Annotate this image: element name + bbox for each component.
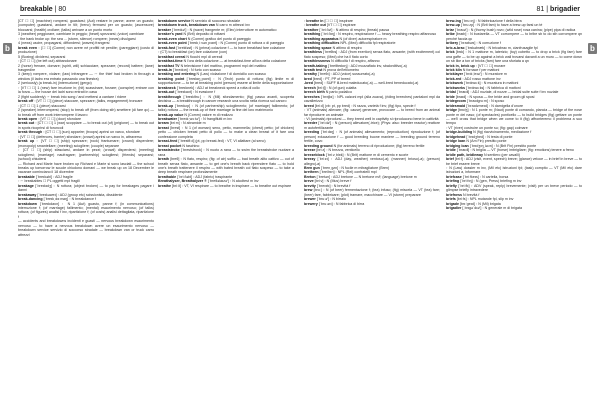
entry-definition: [ˈbriːdəʳ] ◦ N (person) allevatore(-trice); (Phys: also: breeder reactor) reattore m autofertilizzante <box>304 121 440 130</box>
entry-headword: breech birth <box>304 90 325 95</box>
entry-headword: bridge <box>446 108 457 113</box>
entry-headword: break-dancing <box>18 197 43 202</box>
dictionary-entry <box>18 19 154 32</box>
entry-definition: [ˈbriːðəbl] ◦ ADJ (fabric) traspirante <box>177 174 233 179</box>
entry-headword: bridle path, bridleway <box>446 152 483 157</box>
entry-headword: breathable <box>158 174 177 179</box>
entry-definition: N (Am Fin) prestito ponte <box>466 139 507 144</box>
entry-definition: N brevità f <box>462 192 480 197</box>
dictionary-entry <box>446 32 582 41</box>
entry-definition: N televisione f del mattino, programmi mpl del mattino <box>180 63 267 68</box>
dictionary-entry <box>18 86 154 95</box>
dictionary-entry <box>304 95 440 104</box>
entry-definition: [ˈbruːərɪ] ◦ N fabbrica di birra <box>318 201 365 206</box>
entry-definition: [ˈbrekfəst] ◦ N (prima) colazione f — to have breakfast fare colazione <box>176 45 286 50</box>
entry-definition: 3 (weather) peggiorare, cambiare in peggio; (heart) spezzarsi; (voice) cambiare <box>18 32 145 37</box>
entry-headword: break-fast <box>158 45 176 50</box>
entry-definition: [ˈbreɪknek] ◦ ADJ at breakneck speed a rotta di collo <box>176 85 260 90</box>
entry-definition: N (Brit) deposito di rottami <box>183 32 226 37</box>
entry-definition: N sentiero (per cavalli) <box>483 152 520 157</box>
running-head-right <box>537 5 580 14</box>
entry-definition: [ˈbrɪkwɜːk] ◦ N muratura in mattoni <box>463 81 519 86</box>
entry-definition: [bruː] ◦ N (of beer) fermentazione f; (tea) infuso; (fig) miscela — VT (tea) fare; (beer) fare, fabbricare; (plot) tramare, macchinare — VI (storm) preparare <box>304 188 440 197</box>
dictionary-entry <box>18 139 154 148</box>
entry-definition: ◦ ADJ rosso mattone inv <box>462 76 501 81</box>
entry-definition: [briːtʃ] ◦ N (of gun) culatta <box>316 85 357 90</box>
entry-headword: breaker <box>158 27 171 32</box>
entry-definition: [briːð] ◦ VT, VI respirare — to breathe in inspirare — to breathe out espirare <box>171 183 292 188</box>
entry-definition: [ˈbreθlɪs] ◦ ADJ (from exertion) senza fiato, ansante; (with excitement) col fiato sospeso; (Med) che ha il fiato corto <box>304 50 440 59</box>
dictionary-entry <box>18 64 154 73</box>
entry-definition: [ˈbriːzɪ] ◦ ADJ (day, weather) ventoso(-a); (manner) brioso(-a); (person) allegro(-a) <box>304 157 440 166</box>
entry-definition: [bred] ◦ SUFF ill-bred maleducato(-a) — well-bred beneducato(-a) <box>313 81 419 86</box>
dictionary-entry <box>18 121 154 130</box>
entry-definition: ◦ [VT ☐ ☐] (door) sfondare <box>38 116 81 121</box>
entry-headword: briefs <box>446 197 456 202</box>
dictionary-entry <box>446 108 582 126</box>
entry-definition: [ˈbruːəʳ] ◦ N birraio <box>316 197 346 202</box>
entry-definition: [ˈbreɪkəweɪ] ◦ ADJ (group etc) scissionista, dissidente <box>37 192 123 197</box>
dictionary-entry <box>18 162 154 175</box>
entry-definition: 5 (Boxing) dividersi, separarsi <box>18 54 66 59</box>
entry-definition: N fornace f per mattoni <box>462 67 500 72</box>
entry-headword: briefly <box>446 183 457 188</box>
entry-definition: [bred] ◦ PT, PP of breed <box>312 76 351 81</box>
entry-definition: 2 (seriously) (a break-in) (interruzione) (gergo) <box>18 81 92 86</box>
entry-definition: [ˈbreɪkɪŋˌpɔɪnt] ◦ N (Tech) punto di rottura; (fig) limite m di sopportazione — to be at breaking point (person) essere al limite della sopportazione <box>158 76 294 86</box>
entry-headword: bribery <box>446 41 459 46</box>
entry-headword: brick in, brick up <box>446 63 475 68</box>
dictionary-entry <box>158 148 294 157</box>
entry-definition: [ˈbrɪkˌleɪəʳ] ◦ N muratore m <box>463 72 507 77</box>
dictionary-entry <box>304 157 440 166</box>
dictionary-entry <box>446 166 582 175</box>
entry-definition: ◦ [CT ☐ ☐] 1 (war) scoppiare — to break out (of) (prigione) — to break out in spots ricoprirsi di foruncoli <box>18 121 154 130</box>
entry-headword: brickworks <box>446 85 465 90</box>
entry-headword: breathlessness <box>304 59 331 64</box>
entry-headword: breeding ground <box>304 143 333 148</box>
entry-headword: breast <box>158 125 169 130</box>
entry-definition: [ˈbreɪkaʊt] ◦ N evasione f <box>175 90 216 95</box>
entry-definition: N (for animals) terreno di riproduzione; (fig) terreno fertile <box>333 143 425 148</box>
entry-definition: [ˈbriːfɪŋ] ◦ N (gen, Press) briefing m inv <box>460 179 522 184</box>
entry-headword: breezy <box>304 157 316 162</box>
letter-thumb-tab-left: b <box>3 43 12 54</box>
entry-headword: breaking and entering <box>158 72 196 77</box>
entry-definition: ◦ ☞ breakables ☐ PL oggetti mpl fragili <box>18 179 80 184</box>
dictionary-entry <box>18 46 154 55</box>
entry-definition: ◦ [CT ☐ ☐] (sun) apparire; (troops) aprirsi un varco, sfondare <box>43 130 140 135</box>
entry-definition: [ˈbrɪdʒhed] ◦ N testa di ponte <box>466 134 513 139</box>
entry-definition: [ˈbreɪkɪn] ◦ N furto con scasso <box>172 67 221 72</box>
running-head-left <box>20 5 66 14</box>
entry-definition: ◦ [CT ☐ ☐] 1 (piece) staccarsi <box>18 103 66 108</box>
entry-definition: [ˈbriːðəʳ] ◦ N attimo di respiro; (break) pausa <box>319 27 390 32</box>
entry-definition: [ˈbreɪkˌiːvənˌpɔɪnt] ◦ N (Comm) punto di rottura o di pareggio <box>187 41 285 46</box>
entry-headword: break through <box>18 130 43 135</box>
entry-headword: break-even chart <box>158 36 187 41</box>
entry-headword: briefness <box>446 192 462 197</box>
entry-headword: break-even point <box>158 41 187 46</box>
dictionary-entry <box>158 77 294 86</box>
entry-headword: breakneck <box>158 85 176 90</box>
entry-headword: breaker's yard <box>158 32 183 37</box>
entry-definition: 4 (news) uscire, propagarsi, diffondersi; (waves) frangersi <box>18 41 110 46</box>
entry-headword: bricklayer <box>446 72 463 77</box>
entry-headword: breakable <box>18 174 35 179</box>
entry-headword: briar <box>446 27 454 32</box>
entry-headword: breathing apparatus <box>304 36 339 41</box>
entry-headword: breathing difficulties <box>304 41 340 46</box>
entry-headword: brew <box>304 188 313 193</box>
entry-headword: Breathalyser, Breathalyzer <box>158 179 204 184</box>
entry-headword: breakdown <box>18 201 37 206</box>
entry-definition: N (Comm) grafico del punto di pareggio <box>187 36 251 41</box>
entry-headword: brick kiln <box>446 67 462 72</box>
dictionary-entry <box>18 202 154 220</box>
entry-definition: [brest] ◦ N 1 (of woman) seno, petto, mammella; (chest) petto; (of chicken) petto — chicken breast petto di pollo — to make a clean breast of it fare una confessione completa <box>158 125 294 139</box>
dictionary-entry <box>18 219 154 237</box>
entry-headword: bridge-building <box>446 130 473 135</box>
entry-definition: N (fig) riavvicinamento, mediazione f <box>473 130 532 135</box>
dictionary-entry <box>446 157 582 166</box>
entry-definition: N (of diver) autorespiratore m <box>339 36 387 41</box>
entry-headword: breakdown service <box>158 19 191 23</box>
entry-definition: [ˈbreststroʊk] ◦ N nuoto a rana — to swim the breaststroke nuotare a rana <box>158 148 294 157</box>
dictionary-entry <box>18 72 154 81</box>
entry-definition: [CT ☐ ☐] (machine) rompersi, guastarsi; (Aut) restare in panne; avere un guasto; (computer) guastarsi, andare in tilt; (treno) fermarsi per un guasto; (ascensore) bloccarsi; (health) crollare; (talks) arrivare a un punto morto <box>18 19 154 32</box>
entry-headword: brick <box>446 50 455 55</box>
entry-definition: ◦ [☐ ☐] (Comm) non avere né profitti né perdite; (pareggiare) (costo di produzione) <box>18 45 154 55</box>
entry-headword: breakaway <box>18 192 37 197</box>
entry-definition: ◦ the bank broke up: the sea ... (storm, silence) rompere; (news) divulgarsi <box>18 36 136 41</box>
dictionary-column-2 <box>158 19 294 405</box>
dictionary-entry <box>304 121 440 130</box>
entry-definition: [ˈbreɪkɪdʒ] ◦ N rottura; (object broken) — to pay for breakages pagare i danni <box>18 183 154 193</box>
entry-definition: [briːv] ◦ N (Mus) breve f <box>314 179 352 184</box>
entry-definition: ◦ [CT ☐ ☐] (ship) sfasciarsi, andare in pezzi; (crowd) disperdersi; (meeting) sciogliersi; (marriage) naufragare; (partnership) sciogliersi; (friends) separarsi; (school) chiudersi <box>18 148 154 162</box>
entry-headword: break-out <box>158 90 175 95</box>
entry-definition: — Richard and Marie have broken up Richard e Marie si sono lasciati — the school breaks up tomorrow le scuole chiudono domani — we break up on 18 December le vacanze cominciano il 18 dicembre <box>18 161 154 175</box>
entry-definition: [ˈbrenˌgʌn] ◦ N fucile m mitragliatore (Bren) <box>320 165 390 170</box>
entry-headword: briefcase <box>446 174 462 179</box>
entry-definition: ◦ VT (river) costruire un ponte su; (fig: gap) colmare <box>446 125 528 130</box>
entry-headword: breathless <box>304 50 322 55</box>
dictionary-entry <box>446 50 582 63</box>
dictionary-entry <box>304 188 440 197</box>
entry-definition: N attimo di respiro <box>332 45 362 50</box>
letter-thumb-tab-right: b <box>588 43 597 54</box>
entry-headword: brethren <box>304 170 319 175</box>
entry-headword: bribe <box>446 32 455 37</box>
dictionary-entry <box>158 104 294 113</box>
entry-definition: [ˈbriːdɪŋ] ◦ N (of animals) allevamento; (reproduction) riproduzione f; (of person) educazione f — good breeding buone maniere — breeding ground terreno fertile, covo <box>304 130 440 144</box>
entry-definition: [braɪb] ◦ N bustarella — VT corrompere — to bribe sb to do sth corrompere qn perché faccia qc <box>446 32 582 41</box>
entry-definition: 2 (fight suddenly) ☞ break into song / and mettersi a cantare / ridere <box>18 94 127 99</box>
dictionary-column-1 <box>18 19 154 405</box>
entry-headword: breakdown truck, breakdown van <box>158 23 215 28</box>
right-guide-word: brigadier <box>550 6 580 13</box>
entry-definition: [briːfs] ◦ NPL mutande fpl, slip m inv <box>456 197 514 202</box>
entry-headword: brief <box>446 157 454 162</box>
entry-definition: [ˈbreθɪ] ◦ ADJ (voice) sussurrato(-a) <box>317 72 375 77</box>
entry-headword: break-up <box>158 103 174 108</box>
entry-definition: N prova dell'etilometro <box>323 67 360 72</box>
header-rule <box>20 15 580 16</box>
entry-definition: [ˈbriːðɪŋ] ◦ N respiro, respirazione f — heavy breathing respiro affannoso <box>321 32 437 37</box>
entry-definition: [ˈbruːɪŋ] ◦ N fabbricazione f della birra <box>461 19 522 23</box>
entry-definition: [ˈbrɪtʃɪz] ◦ NPL calzoni mpl (alla zuava), (riding breeches) pantaloni mpl da cavallerizzo <box>304 94 440 104</box>
entry-definition: [☐ ☐ ☐] inspirare <box>324 19 353 23</box>
left-page-number: 80 <box>58 6 67 13</box>
entry-headword: bric-a-brac <box>446 45 465 50</box>
entry-definition: N (Law) violazione f di domicilio con scasso <box>196 72 266 77</box>
entry-definition: [ˈbreðrɪn] ◦ NPL (Rel) confratelli mpl <box>319 170 377 175</box>
entry-headword: break-in <box>158 67 172 72</box>
entry-definition: [brɪˈgeɪd] ◦ N (Mil) brigata <box>459 201 501 206</box>
entry-headword: breeding <box>304 130 320 135</box>
entry-headword: -bred <box>304 81 313 86</box>
entry-headword: breath-taking <box>304 63 327 68</box>
entry-headword: bridegroom <box>446 99 466 104</box>
entry-definition: ◦ [CT ☐ ☐] (be left out) abbandonare <box>18 59 77 64</box>
entry-definition: 2 (horse) frenare, domare; (spirit, will) schiacciare, spezzare; (record) battere; (lane) trasgredire <box>18 63 154 72</box>
left-separator: | <box>52 6 59 13</box>
entry-definition: N parto podalico <box>325 90 352 95</box>
entry-headword: breech <box>304 85 316 90</box>
entry-headword: breeder <box>304 121 318 126</box>
entry-definition: [brɪdʒ] ◦ N 1 ponte m; (Naut) ponte di comando, plancia — bridge of the nose ponte m del naso; (of spectacles) ponticello — to build bridges (fig) gettare un ponte — we'll cross that bridge when we come to it (fig) affronteremo il problema a suo tempo <box>446 108 582 126</box>
dictionary-entry <box>158 157 294 175</box>
dictionary-entry <box>446 206 582 210</box>
entry-headword: breaking point <box>158 76 185 81</box>
entry-headword: ◦ breathe in <box>304 19 324 23</box>
entry-definition: [ˈbriːflɪ] ◦ ADV (speak, reply) brevemente; (visit) per un breve periodo — to glimpse briefly intravedere <box>446 183 582 193</box>
entry-definition: [ˈbretən] ◦ ADJ bretone — N bretone m/f; (language) bretone m <box>316 174 417 179</box>
entry-definition: [ˈbreɪkˌdɑːnsɪŋ] ◦ N breakdance f <box>43 197 96 202</box>
entry-definition: [ˈbriːfkeɪs] ◦ N cartella, borsa <box>462 174 509 179</box>
entry-headword: brigade <box>446 201 459 206</box>
entry-definition: [ˈbrɪdʒɪŋˌləʊn] ◦ N (Brit Fin) prestito ponte <box>469 143 537 148</box>
left-guide-word: breakable <box>20 6 53 13</box>
right-page-number: 81 <box>536 6 545 13</box>
entry-headword: bridging loan <box>446 143 469 148</box>
entry-headword: Bren gun <box>304 165 320 170</box>
entry-definition: [ˈbreɪkəbl] ◦ ADJ fragile <box>35 174 73 179</box>
dictionary-entry <box>304 130 440 143</box>
entry-definition: [ˈbrɪkəbræk] ◦ N bricabrac m, cianfrusaglie fpl <box>465 45 538 50</box>
entry-headword: breakfast TV <box>158 63 180 68</box>
entry-headword: briefing <box>446 179 460 184</box>
entry-definition: [ˈbruːʌp] ◦ N (Brit fam) to have a brew-up farsi un tè <box>460 23 543 28</box>
entry-definition: N taschino <box>182 143 200 148</box>
entry-headword: brew-ing <box>446 19 461 23</box>
entry-definition: [ˈbreθteɪkɪŋ] ◦ ADJ mozzafiato inv, sbalorditivo(-a) <box>327 63 407 68</box>
entry-headword: breeze <box>304 148 316 153</box>
entry-headword: breezeblock <box>304 152 325 157</box>
dictionary-column-4 <box>446 19 582 405</box>
entry-headword: breaststroke <box>158 148 180 153</box>
entry-definition: N difficoltà f di respiro, affanno <box>331 59 380 64</box>
entry-definition: N fiocchi mpl di cereali <box>186 54 223 59</box>
entry-headword: breed <box>304 103 314 108</box>
entry-headword: breve <box>304 179 314 184</box>
entry-definition: ◦ VT (animals) allevare; (fig: cause) generare, provocare — to breed from an animal far riprodurre un animale <box>304 108 440 117</box>
entry-headword: breath <box>158 157 169 162</box>
entry-definition: [breθ] ◦ N fiato, respiro; (fig: of air) soffio — bad breath alito cattivo — out of breath senza fiato, ansante — to get one's breath back riprendere fiato — to hold one's breath trattenere il respiro — with bated breath col fiato sospeso — to take a deep breath respirare profondamente <box>158 157 294 175</box>
entry-definition: [ˈbreɪkəʳ] ◦ N (wave) frangente m; (Elec) interruttore m automatico <box>172 27 277 32</box>
entry-definition: [ˈbraɪdl] ◦ N briglia — VT (horse) imbrigliare; (fig: emotions) tenere a freno <box>456 148 574 153</box>
entry-definition: [braɪd] ◦ N sposa — the bride and groom gli sposi <box>455 94 535 99</box>
entry-headword: breathing space <box>304 45 332 50</box>
entry-definition: N carro m attrezzi inv <box>215 23 250 28</box>
entry-definition: [ˈbrevɪtɪ] ◦ N brevità f <box>316 183 351 188</box>
entry-headword: brevity <box>304 183 316 188</box>
entry-definition: [ˈbreɪkdaʊn] ◦ N 1 (Aut) guasto, panne f; (in communications) interruzione f; (of marriage) fallimento; (mental) esaurimento nervoso; (of talks) rottura; (of figures) analisi f inv, ripartizione f; (of costs) analisi dettagliata, ripartizione f <box>18 201 154 219</box>
entry-headword: brew-up <box>446 23 460 28</box>
entry-definition: ◦ [VT ☐ ☐] (ship) spezzare; (rock) frantumare; (crowd) disperdere; (monopoly) smantellare; (meeting) sciogliere; (couple) separare <box>18 139 154 148</box>
entry-definition: [ˌbrɪgəˈdɪəʳ] ◦ N generale m di brigata <box>462 206 523 211</box>
entry-headword: breakfast cereal <box>158 54 186 59</box>
entry-headword: bridal <box>446 90 456 95</box>
dictionary-entry <box>446 184 582 193</box>
entry-definition: [briːz] ◦ N brezza, venticello <box>316 148 360 153</box>
entry-definition: ® [ˈbreθəlaɪzəʳ] ◦ N alcoltest m inv <box>204 179 259 184</box>
entry-headword: ◦ breathe out <box>304 23 326 28</box>
entry-definition: [VT ☐ ☐] espirare <box>326 23 356 28</box>
entry-headword: breast pocket <box>158 143 182 148</box>
entry-headword: bridle <box>446 148 456 153</box>
entry-headword: bridgehead <box>446 134 466 139</box>
dictionary-entry <box>18 148 154 161</box>
entry-headword: breast-feed <box>158 139 178 144</box>
right-separator: | <box>544 6 551 13</box>
entry-definition: [ˈbraɪbərɪ] ◦ N corruzione f <box>459 41 501 46</box>
entry-definition: [ˈbrestfiːd] (pt, pp breast-fed) ◦ VT, VI allattare (al seno) <box>178 139 266 144</box>
dictionary-entry <box>18 184 154 193</box>
entry-headword: breakthrough <box>158 94 182 99</box>
dictionary-entry <box>158 95 294 104</box>
entry-definition: [ˈbreɪkˌwɔːtəʳ] ◦ N frangiflutti m inv <box>177 116 232 121</box>
dictionary-entry <box>158 184 294 188</box>
entry-definition: ◦ N (Law) dossier m inv, (Mil etc) istruzioni fpl; (task) compito — VT (Mil etc) dare istruzioni a, informare <box>446 165 582 175</box>
entry-definition: [ˈbraɪəʳ] ◦ N (thorny bush) rovo; (wild rose) rosa canina; (pipe) pipa di radica <box>455 27 576 32</box>
entry-headword: breath test <box>304 67 323 72</box>
entry-headword: bride <box>446 94 455 99</box>
entry-headword: bream <box>158 121 169 126</box>
entry-definition: [briːf] ◦ ADJ (visit, event, speech) breve; (glance) veloce — in brief in breve — to be brief essere breve <box>446 157 582 166</box>
entry-definition: NPL (Med) difficoltà fpl respiratorie <box>340 41 396 46</box>
entry-headword: break off <box>18 99 34 104</box>
entry-headword: break up <box>18 139 35 144</box>
entry-headword: Breton <box>304 174 316 179</box>
entry-definition: 3 (keep) rompere, violare; (law) infrangere — ☞ the thief had broken in through a window (il ladro era entrato passando una finestra) <box>18 72 154 81</box>
entry-headword: break-up value <box>158 112 184 117</box>
entry-definition: ◦ VI (animals) riprodursi — they breed well in captivity si riproducono bene in cattività <box>304 116 439 121</box>
entry-definition: [ˈbraɪdl] ◦ ADJ nuziale, di nozze — bridal suite suite f inv nuziale <box>456 90 559 95</box>
dictionary-entry <box>158 126 294 139</box>
entry-definition: [brɪk] ◦ N 1 mattone m, laterizio; (toy) cubetto — to drop a brick (fig fam) fare una gaffe — to be up against a brick wall trovarsi davanti a un muro — to come down on sb like a ton of bricks (fam) fare una sfuriata a qn <box>446 50 582 64</box>
entry-headword: bridge loan <box>446 139 466 144</box>
entry-definition: [briːd] (vb: pt, pp bred) ◦ N razza, varietà f inv; (fig) tipo, specie f <box>314 103 416 108</box>
entry-definition: [ˈbriːzˌblɒk] ◦ N (Brit) mattone m di cemento e scorie <box>325 152 409 157</box>
entry-headword: breathy <box>304 72 317 77</box>
entry-definition: [ˈbreɪkʌp] ◦ N (of partnership) scioglimento; (of marriage) fallimento; (of talks) rottura — the break-up of their marriage la fine del loro matrimonio <box>158 103 294 113</box>
entry-definition: [ˈbraɪdgruːm] ◦ N sposo <box>466 99 505 104</box>
entry-headword: bred <box>304 76 312 81</box>
dictionary-column-3 <box>304 19 440 405</box>
entry-definition: [ˈbreɪkθruː] ◦ N (Mil) sfondamento; (fig) passo avanti, scoperta decisiva — a breakthrough in cancer research una svolta nella ricerca sul cancro <box>158 94 294 104</box>
entry-definition: ◦ [VT ☐ ☐] (piece) staccare, spezzare; (talks, engagement) troncare <box>34 99 143 104</box>
dictionary-entry <box>18 108 154 117</box>
entry-definition: — accidents and breakdowns incidenti e guasti — nervous breakdown esaurimento nervoso — to have a nervous breakdown avere un esaurimento nervoso — breakdown service servizio di soccorso stradale — breakdown van or truck carro attrezzi <box>18 219 154 237</box>
dictionary-entry <box>304 50 440 59</box>
dictionary-entry <box>304 108 440 117</box>
entry-headword: breakwater <box>158 116 177 121</box>
entry-definition: [ˈbrɪkwɜːks] ◦ N fabbrica di mattoni <box>465 85 521 90</box>
entry-headword: break even <box>18 45 38 50</box>
entry-headword: brick-red <box>446 76 462 81</box>
entry-definition: N (Comm) valore m di realizzo <box>184 112 233 117</box>
entry-definition: 2 (speaker) interrompersi; (stop) to break off (from doing sth) smettere (di fare qc) — to break off from work interrompere il lavoro <box>18 108 154 117</box>
entry-headword: brickwork <box>446 81 463 86</box>
dictionary-entry <box>304 202 440 206</box>
entry-headword: brigadier <box>446 206 462 211</box>
entry-headword: breathing <box>304 32 321 37</box>
entry-headword: breakfast-time <box>158 59 183 64</box>
entry-definition: [briːm] ◦ N abramide m <box>169 121 206 126</box>
entry-definition: ◦ [VT ☐ ☐] murare <box>475 63 506 68</box>
entry-headword: break out <box>18 121 35 126</box>
entry-headword: breather <box>304 27 319 32</box>
entry-headword: brewer <box>304 197 316 202</box>
entry-headword: breakage <box>18 183 34 188</box>
entry-definition: N servizio di soccorso stradale <box>191 19 241 23</box>
entry-definition: ◦ (CT) to breakfast (on) fare colazione (con) <box>158 50 228 55</box>
entry-headword: bridesmaid <box>446 103 466 108</box>
entry-headword: breathe <box>158 183 171 188</box>
entry-definition: [ˈbraɪdzmeɪd] ◦ N damigella d'onore <box>466 103 524 108</box>
entry-definition: ◦ [VT ☐ ☐] 1 (new) fare irruzione in; (hit) scassinare, forzare; (conspire) entrare con la forza — the house dei ladri sono entrati in casa <box>18 85 154 95</box>
entry-headword: breeches <box>304 94 320 99</box>
entry-definition: ◦ [VT ☐ ☐] (defences, barrier) sfondare; (crowd) aprirsi un varco in, attraverso <box>18 134 142 139</box>
entry-headword: break open <box>18 116 38 121</box>
entry-headword: brewery <box>304 201 318 206</box>
entry-definition: N l'ora della colazione — at breakfast-time all'ora della colazione <box>183 59 287 64</box>
